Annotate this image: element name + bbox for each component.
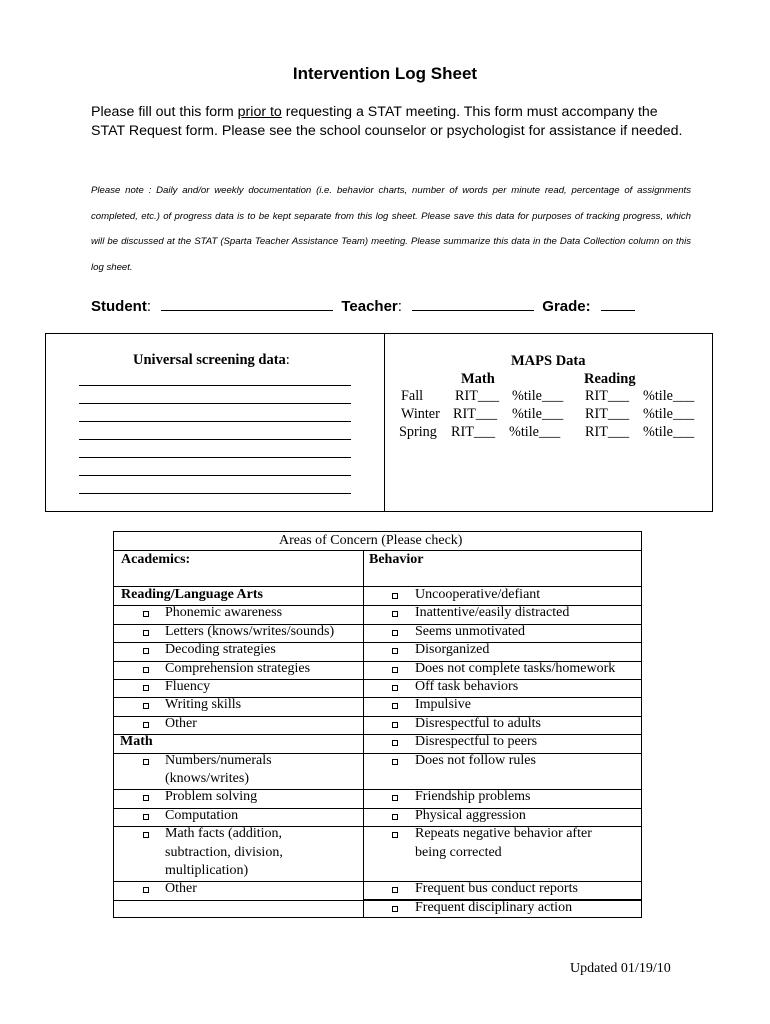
behavior-concern-item: Physical aggression	[415, 808, 526, 823]
table-rule	[113, 900, 363, 901]
maps-season: Winter	[401, 406, 440, 422]
math-concern-item: Problem solving	[165, 789, 258, 804]
behavior-label: Behavior	[369, 552, 424, 567]
math-concern-item: Other	[165, 881, 197, 896]
behavior-concern-item: Seems unmotivated	[415, 624, 526, 639]
checkbox[interactable]	[143, 722, 149, 728]
reading-language-arts-heading: Reading/Language Arts	[121, 587, 263, 602]
math-concern-item: multiplication)	[165, 863, 249, 878]
maps-season: Spring	[399, 424, 437, 440]
table-rule	[113, 550, 642, 551]
behavior-concern-item: Disorganized	[415, 642, 490, 657]
behavior-concern-item: Impulsive	[415, 697, 471, 712]
behavior-concern-item: Friendship problems	[415, 789, 531, 804]
student-label: Student	[91, 298, 147, 315]
reading-concern-item: Decoding strategies	[165, 642, 276, 657]
behavior-concern-item: Repeats negative behavior after	[415, 826, 592, 841]
checkbox[interactable]	[392, 740, 398, 746]
behavior-concern-item: Disrespectful to adults	[415, 716, 541, 731]
table-rule	[363, 899, 642, 900]
checkbox[interactable]	[392, 611, 398, 617]
maps-reading-rit[interactable]: RIT___	[585, 406, 630, 422]
intro-text-underlined: prior to	[237, 104, 282, 120]
maps-math-header: Math	[461, 371, 495, 387]
reading-concern-item: Other	[165, 716, 197, 731]
maps-reading-rit[interactable]: RIT___	[585, 424, 630, 440]
behavior-concern-item: Does not follow rules	[415, 753, 536, 768]
universal-screening-colon: :	[285, 352, 290, 368]
behavior-concern-item: Frequent disciplinary action	[415, 900, 573, 915]
table-rule	[363, 697, 642, 698]
intro-text-before: Please fill out this form	[91, 104, 238, 120]
maps-reading-rit[interactable]: RIT___	[585, 388, 630, 404]
math-heading: Math	[120, 734, 153, 749]
reading-concern-item: Letters (knows/writes/sounds)	[165, 624, 335, 639]
table-rule	[113, 881, 363, 882]
checkbox[interactable]	[143, 759, 149, 765]
checkbox[interactable]	[392, 887, 398, 893]
behavior-concern-item: being corrected	[415, 845, 502, 860]
checkbox[interactable]	[392, 814, 398, 820]
behavior-concern-item: Off task behaviors	[415, 679, 519, 694]
student-colon: :	[146, 298, 151, 315]
math-concern-item: Numbers/numerals	[165, 753, 272, 768]
checkbox[interactable]	[392, 906, 398, 912]
academics-label: Academics:	[121, 552, 191, 567]
checkbox[interactable]	[392, 759, 398, 765]
math-concern-item: Math facts (addition,	[165, 826, 283, 841]
updated-date: Updated 01/19/10	[570, 961, 671, 976]
math-concern-item: (knows/writes)	[165, 771, 249, 786]
grade-label: Grade:	[542, 298, 591, 315]
maps-math-rit[interactable]: RIT___	[455, 388, 500, 404]
behavior-concern-item: Disrespectful to peers	[415, 734, 538, 749]
maps-reading-percentile[interactable]: %tile___	[643, 406, 695, 422]
reading-concern-item: Fluency	[165, 679, 211, 694]
page-title: Intervention Log Sheet	[292, 64, 478, 83]
checkbox[interactable]	[143, 887, 149, 893]
maps-math-percentile[interactable]: %tile___	[512, 406, 564, 422]
maps-math-percentile[interactable]: %tile___	[512, 388, 564, 404]
behavior-concern-item: Does not complete tasks/homework	[415, 661, 616, 676]
checkbox[interactable]	[143, 630, 149, 636]
maps-math-percentile[interactable]: %tile___	[509, 424, 561, 440]
teacher-colon: :	[397, 298, 402, 315]
checkbox[interactable]	[392, 795, 398, 801]
behavior-concern-item: Frequent bus conduct reports	[415, 881, 578, 896]
table-rule	[113, 716, 363, 717]
behavior-concern-item: Inattentive/easily distracted	[415, 605, 570, 620]
maps-reading-percentile[interactable]: %tile___	[643, 388, 695, 404]
checkbox[interactable]	[143, 814, 149, 820]
checkbox[interactable]	[143, 685, 149, 691]
checkbox[interactable]	[392, 685, 398, 691]
checkbox[interactable]	[143, 611, 149, 617]
maps-reading-percentile[interactable]: %tile___	[643, 424, 695, 440]
reading-concern-item: Comprehension strategies	[165, 661, 311, 676]
concerns-header: Areas of Concern (Please check)	[279, 533, 463, 548]
checkbox[interactable]	[143, 648, 149, 654]
checkbox[interactable]	[143, 703, 149, 709]
intro-text-after: requesting a STAT meeting. This form must accompany the STAT Request form. Please see the school counselor or psychologist for assistance if needed.	[91, 104, 683, 139]
checkbox[interactable]	[143, 667, 149, 673]
math-concern-item: subtraction, division,	[165, 845, 283, 860]
reading-concern-item: Writing skills	[165, 697, 242, 712]
maps-math-rit[interactable]: RIT___	[453, 406, 498, 422]
checkbox[interactable]	[143, 832, 149, 838]
math-concern-item: Computation	[165, 808, 239, 823]
table-rule	[363, 642, 642, 643]
maps-data-title: MAPS Data	[511, 353, 586, 369]
maps-reading-header: Reading	[584, 371, 636, 387]
checkbox[interactable]	[392, 722, 398, 728]
checkbox[interactable]	[392, 832, 398, 838]
checkbox[interactable]	[143, 795, 149, 801]
checkbox[interactable]	[392, 703, 398, 709]
universal-screening-label-text: Universal screening data	[133, 352, 286, 368]
documentation-note: Please note : Daily and/or weekly documentation (i.e. behavior charts, number of words per minute read, percentage of assignments completed, etc.) of progress data is to be kept separate from this log sheet. Please save this data for purposes of tracking progress, which will be discussed at the STAT (Sparta Teacher Assistance Team) meeting. Please summarize this data in the Data Collection column on this log sheet.	[91, 185, 691, 273]
teacher-label: Teacher	[341, 298, 398, 315]
reading-concern-item: Phonemic awareness	[165, 605, 283, 620]
behavior-concern-item: Uncooperative/defiant	[415, 587, 541, 602]
maps-season: Fall	[401, 388, 424, 404]
checkbox[interactable]	[392, 630, 398, 636]
checkbox[interactable]	[392, 593, 398, 599]
checkbox[interactable]	[392, 667, 398, 673]
table-rule	[113, 679, 363, 680]
maps-math-rit[interactable]: RIT___	[451, 424, 496, 440]
checkbox[interactable]	[392, 648, 398, 654]
